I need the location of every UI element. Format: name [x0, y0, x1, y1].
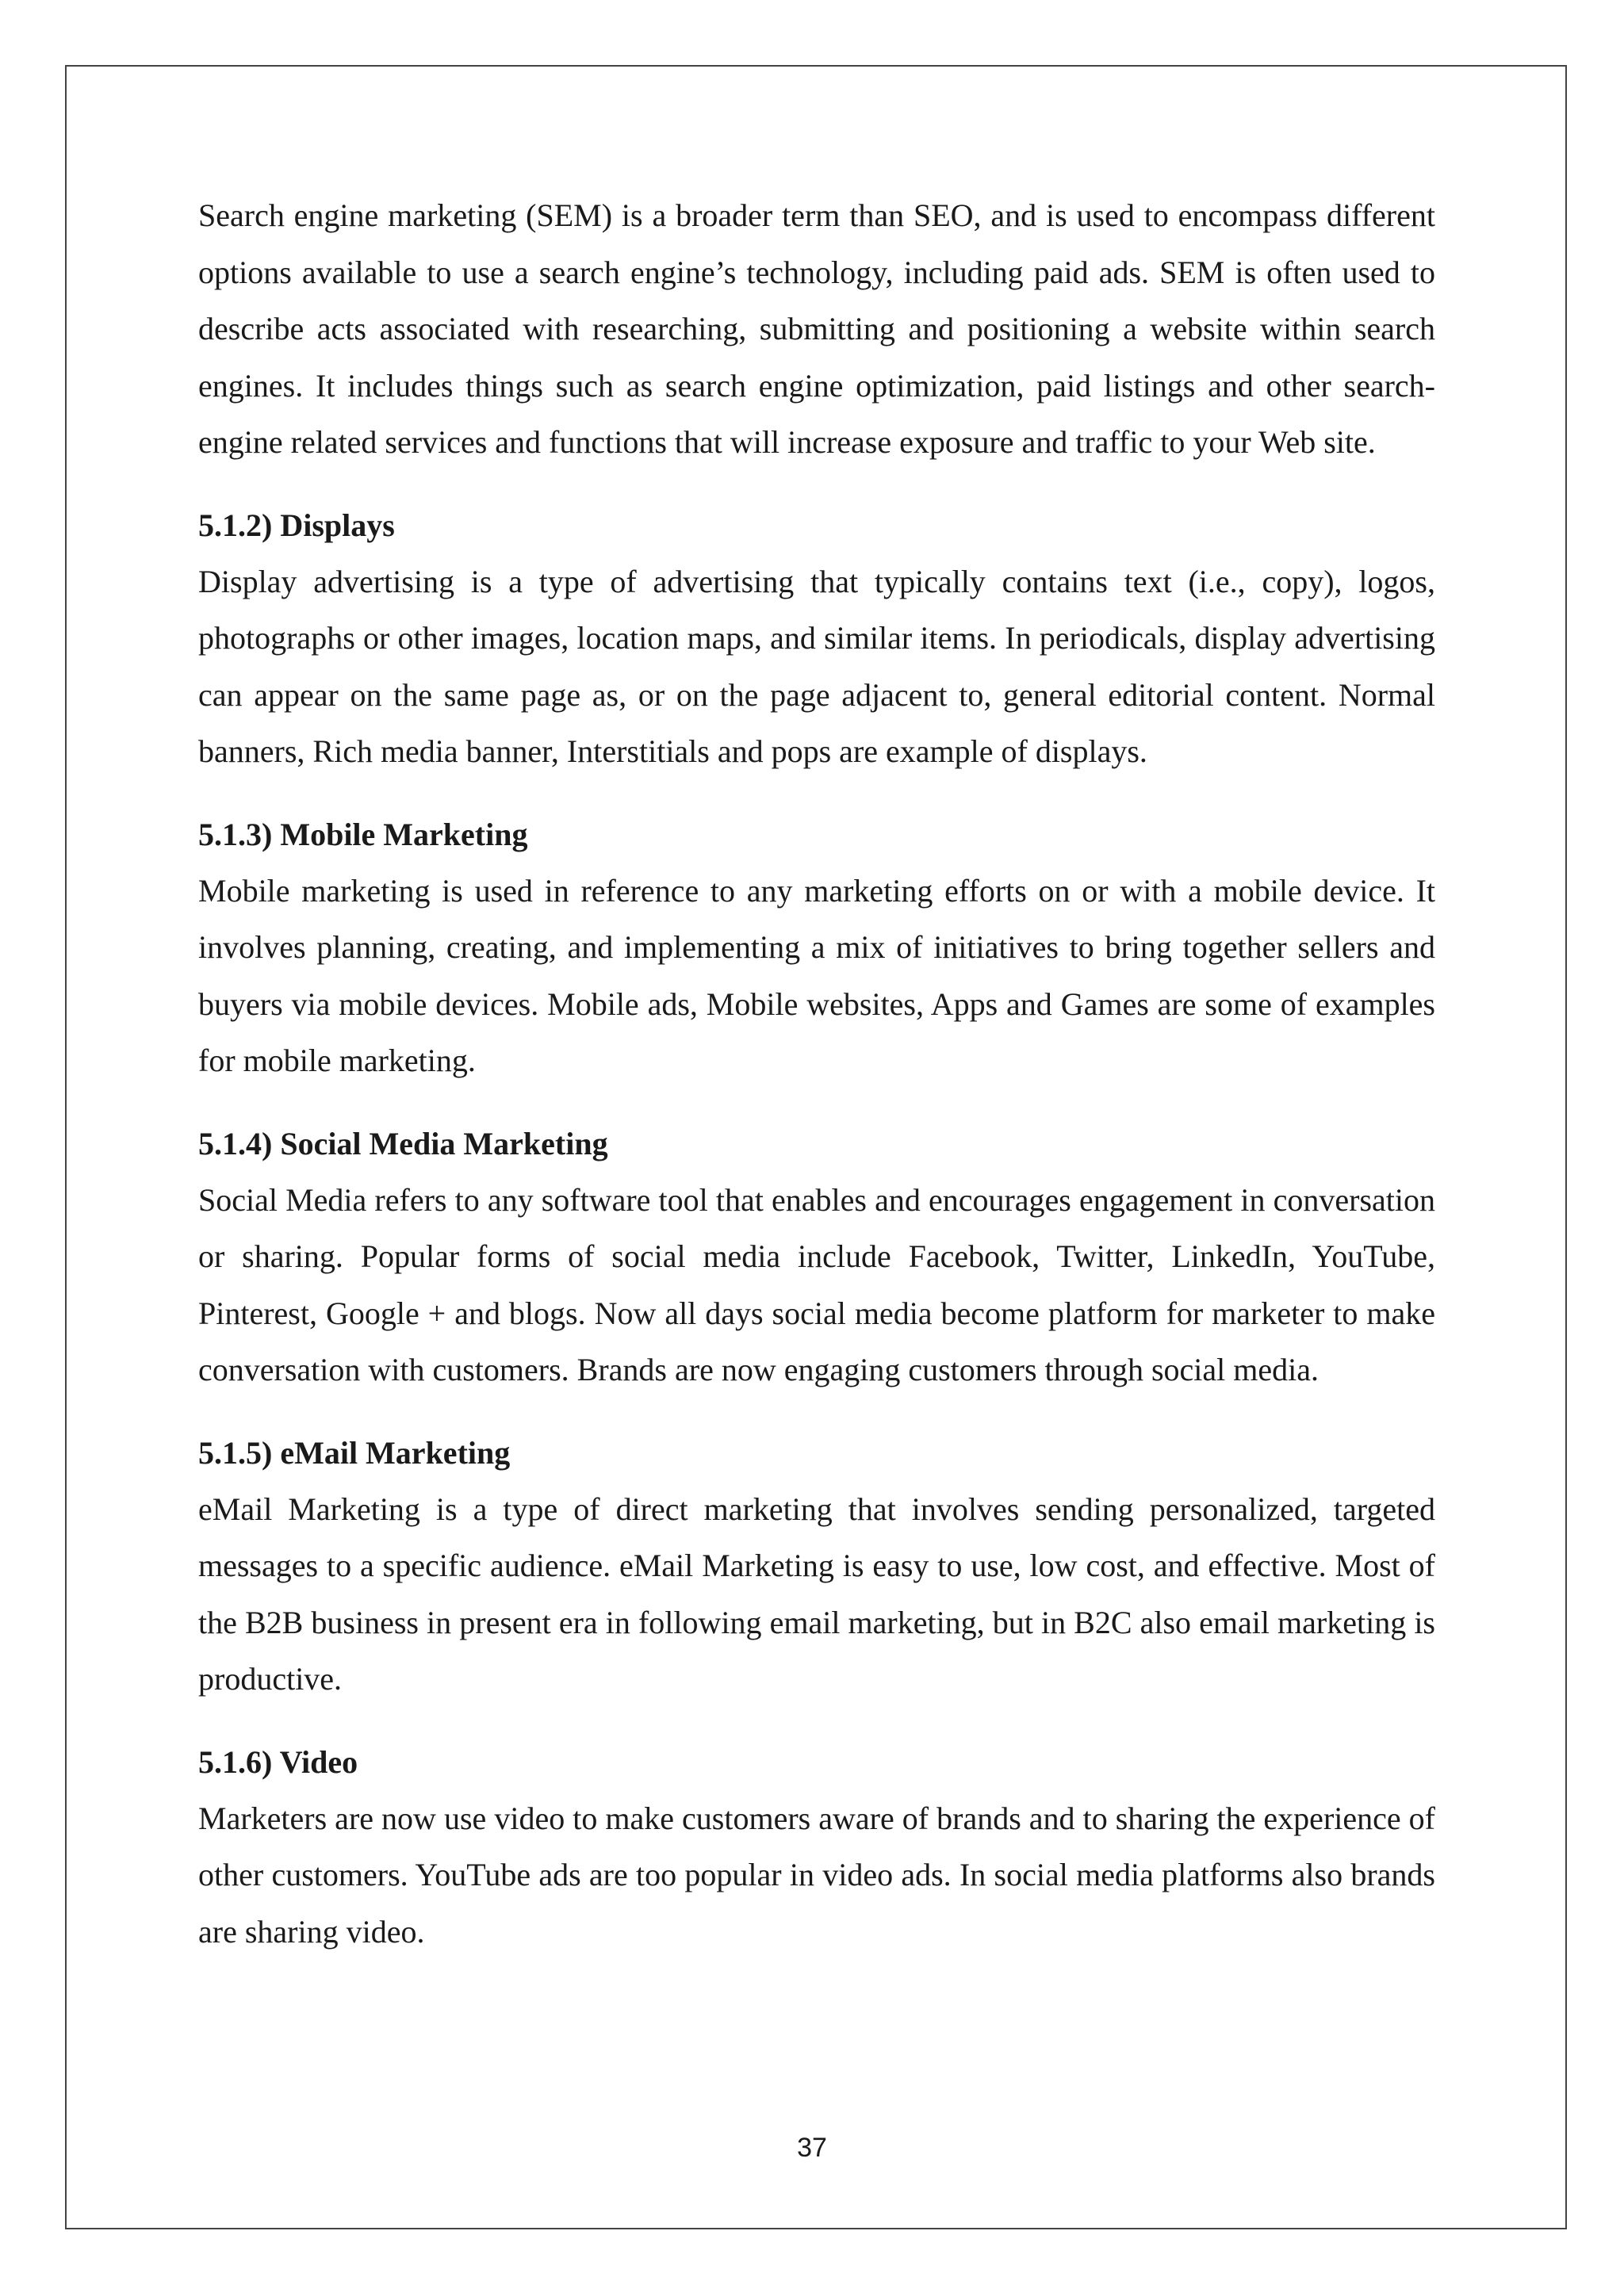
section-heading: 5.1.6) Video: [198, 1743, 358, 1780]
section-paragraph: Marketers are now use video to make customers aware of brands and to sharing the experience of other customers. YouTube ads are too popular in video ads. In social media platforms also brands are sharing video.: [198, 1800, 1435, 1950]
section-mobile-marketing: [198, 807, 1435, 1089]
intro-paragraph: Search engine marketing (SEM) is a broader term than SEO, and is used to encompass different options available to use a search engine’s technology, including paid ads. SEM is often used to describe acts associated with researching, submitting and positioning a website within search engines. It includes things such as search engine optimization, paid listings and other search-engine related services and functions that will increase exposure and traffic to your Web site.: [198, 197, 1435, 460]
section-paragraph: Mobile marketing is used in reference to any marketing efforts on or with a mobile device. It involves planning, creating, and implementing a mix of initiatives to bring together sellers and buyers via mobile devices. Mobile ads, Mobile websites, Apps and Games are some of examples for mobile marketing.: [198, 872, 1435, 1078]
section-paragraph: Display advertising is a type of advertising that typically contains text (i.e., copy), logos, photographs or other images, location maps, and similar items. In periodicals, display advertising can appear on the same page as, or on the page adjacent to, general editorial content. Normal banners, Rich media banner, Interstitials and pops are example of displays.: [198, 563, 1435, 769]
section-heading: 5.1.4) Social Media Marketing: [198, 1125, 608, 1161]
section-heading: 5.1.5) eMail Marketing: [198, 1434, 511, 1471]
section-email-marketing: [198, 1425, 1435, 1708]
section-paragraph: Social Media refers to any software tool that enables and encourages engagement in conversation or sharing. Popular forms of social media include Facebook, Twitter, LinkedIn, YouTube, Pinterest, Google + and blogs. Now all days social media become platform for marketer to make conversation with customers. Brands are now engaging customers through social media.: [198, 1181, 1435, 1387]
section-displays: [198, 498, 1435, 780]
section-social-media-marketing: [198, 1116, 1435, 1399]
section-heading: 5.1.3) Mobile Marketing: [198, 816, 528, 852]
page-number: 37: [797, 2133, 827, 2163]
section-video: [198, 1735, 1435, 1961]
section-heading: 5.1.2) Displays: [198, 507, 395, 543]
section-paragraph: eMail Marketing is a type of direct marketing that involves sending personalized, targeted messages to a specific audience. eMail Marketing is easy to use, low cost, and effective. Most of the B2B business in present era in following email marketing, but in B2C also email marketing is productive.: [198, 1490, 1435, 1697]
document-body: [198, 187, 1435, 1960]
